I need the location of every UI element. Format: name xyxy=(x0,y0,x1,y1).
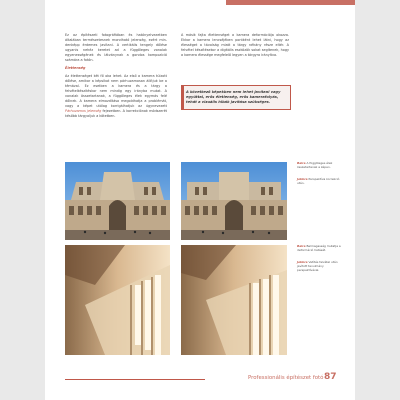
callout-accent-bar xyxy=(182,86,184,109)
footer-title: Professionális építészet fotó xyxy=(248,375,324,381)
image-caption xyxy=(297,261,345,272)
top-accent-bar xyxy=(226,0,355,5)
image-caption xyxy=(297,178,345,186)
paragraph: Ez az építészeti fotográfiában és hatónyelvezetben általában természetesnek mondható jelenség, ezért mindenképp érdemes javítani. A vertikális tengely dőlése ugyanis nehéz keretet ad a függőleges vonalak egyenességének és látványnak a gondos kompozíció számára a fotón. xyxy=(65,33,167,62)
photo-interior-after xyxy=(181,245,287,355)
highlighted-term: Párhuzamos jelenség xyxy=(65,108,102,113)
paragraph-text: Az élettenséget két fő oka lehet. Az első a kamera túlzott dőlése, amikor a képsíkot nem párhuzamosan állítjuk be a témával. Ez esetben a kamera és a tárgy a felvételkészítéskor nem mindig egy irányba mutat. A vonalak összetartanak, a függőleges élek egymás felé dőlnek. A kamera elmozdítása megoldhatja a problémát, vagy a képet utólag korrigálhatjuk az úgynevezett xyxy=(65,74,167,108)
paragraph: A másik fajta élettenséget a kamera deformációja okozza. Ekkor a kamera lencséjében pontként lehet látni, hogy az élességet a távolság miatt a tárgy néhány része eltér. A felvétel készítésekor a digitális eszközök sokat segítenek, hogy a kamera élessége megfelelő legyen a tárgyra irányítva. xyxy=(181,33,289,57)
paragraph-text: fejezetben. A korrekciónak módszerét később tárgyaljuk a kötetben. xyxy=(65,108,167,118)
caption-text: Vetítés felvétel után javított tanulmány perspektívával. xyxy=(297,260,338,272)
photo-facade-after xyxy=(181,162,287,240)
footer-rule xyxy=(65,379,205,380)
page-number: 87 xyxy=(324,372,337,382)
photo-facade-before xyxy=(65,162,170,240)
callout-text: A következő képekben nem lehet javítani vagy együttal, erős életlenség, erős kamerafolyás, tehát a vizuális hibák javítása szükséges. xyxy=(186,90,281,104)
image-caption xyxy=(297,162,345,170)
right-text-column xyxy=(181,33,289,61)
caption-text: Belmagasság mutatja a deformáció hatását. xyxy=(297,244,341,252)
interior-image xyxy=(65,245,170,355)
caption-text: Perspektíva korrekció után. xyxy=(297,177,340,185)
caption-label: Jobbra xyxy=(297,260,308,264)
section-subheading: Élettenség xyxy=(65,66,86,71)
caption-label: Balra xyxy=(297,161,306,165)
image-caption xyxy=(297,245,345,253)
caption-label: Jobbra xyxy=(297,177,308,181)
left-text-column xyxy=(65,33,167,122)
document-page xyxy=(45,0,355,400)
callout-box xyxy=(181,85,291,110)
photo-interior-before xyxy=(65,245,170,355)
interior-image xyxy=(181,245,287,355)
caption-text: A függőleges élek összetartanak a képen. xyxy=(297,161,333,169)
paragraph xyxy=(65,74,167,118)
caption-label: Balra xyxy=(297,244,306,248)
facade-image xyxy=(181,162,287,240)
facade-image xyxy=(65,162,170,240)
